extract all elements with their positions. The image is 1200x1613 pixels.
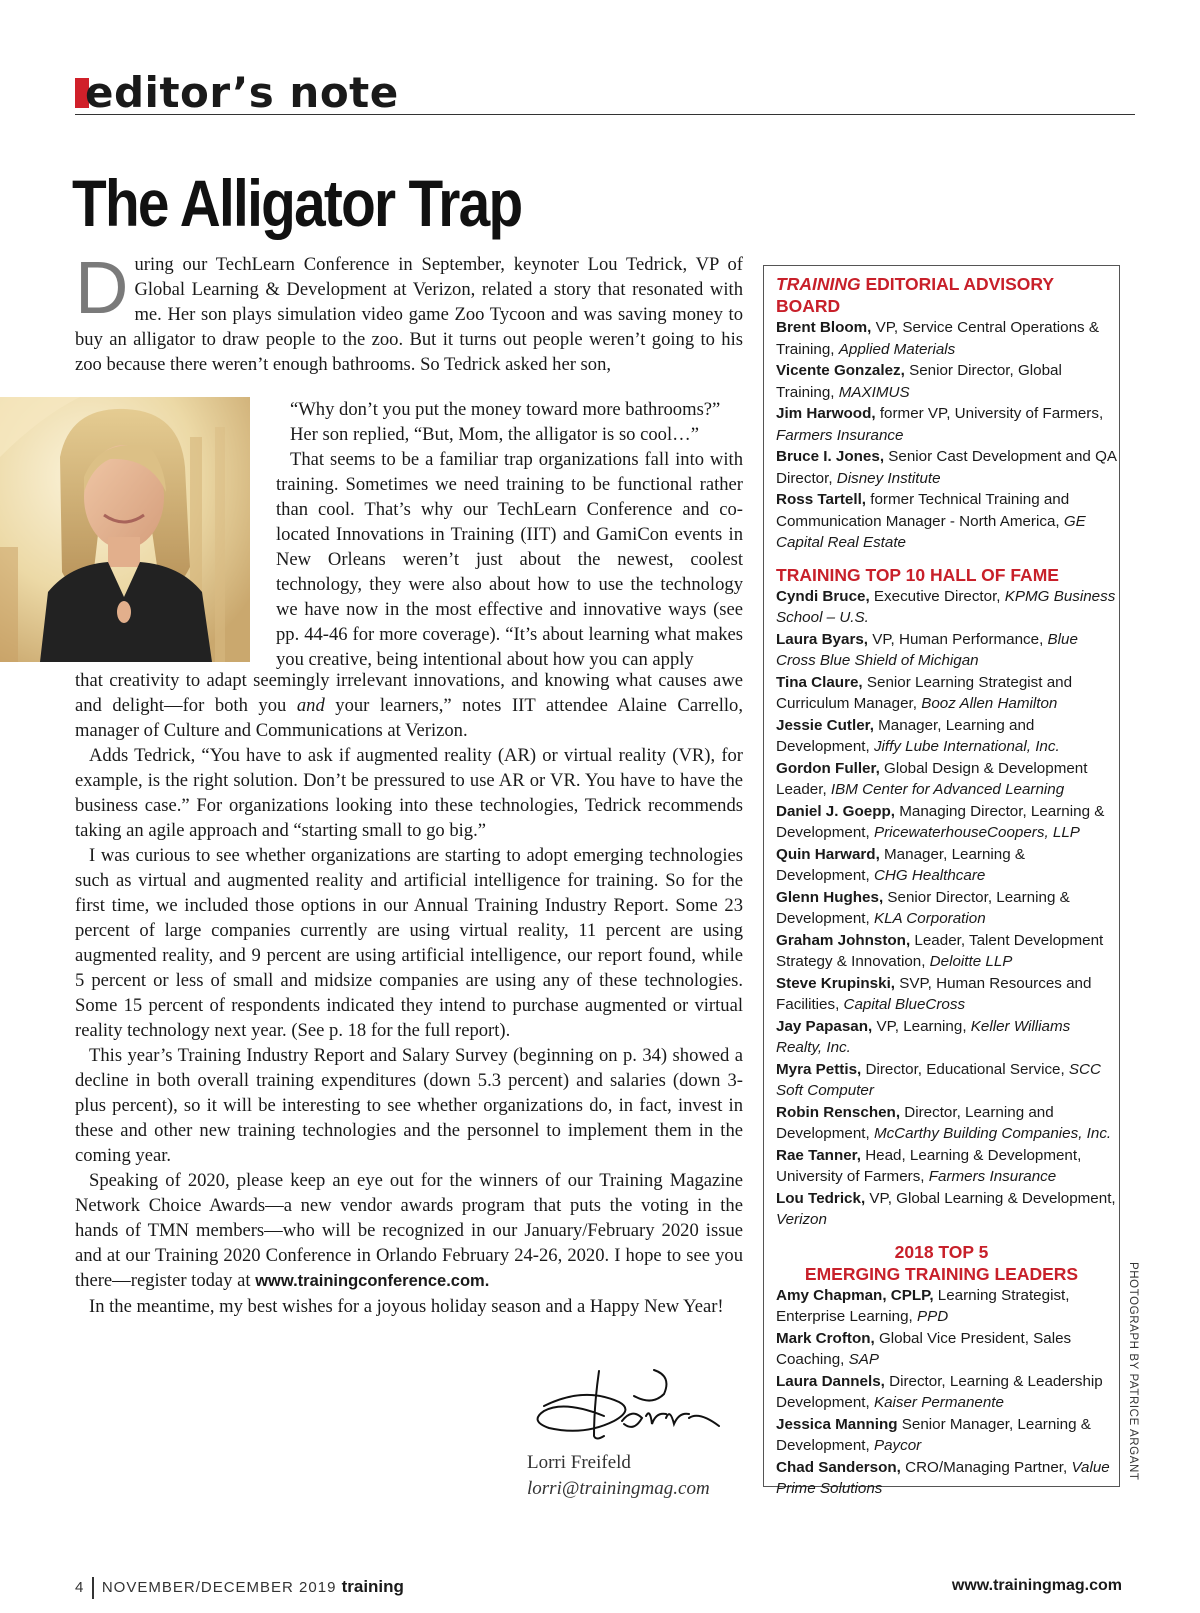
person-title: VP, Learning, — [872, 1017, 971, 1035]
continuation-emphasis: and — [296, 695, 325, 716]
person-title: former Technical Training and Communication Manager - North America, — [776, 491, 1070, 530]
person-organization: Applied Materials — [838, 340, 956, 358]
person-name: Ross Tartell, — [776, 491, 867, 508]
sidebar-entry — [776, 1145, 1119, 1188]
person-name: Daniel J. Goepp, — [776, 802, 895, 820]
emerging-leaders-heading — [776, 1241, 1119, 1285]
person-name: Quin Harward, — [776, 845, 880, 863]
person-name: Rae Tanner, — [776, 1146, 861, 1164]
sidebar-entry — [776, 801, 1119, 844]
person-organization: IBM Center for Advanced Learning — [830, 781, 1065, 798]
conference-link[interactable]: www.trainingconference.com. — [255, 1272, 490, 1290]
person-organization: Value Prime Solutions — [776, 1458, 1110, 1497]
sidebar-entry — [776, 672, 1119, 715]
continuation-text: your learners,” notes IIT attendee Alaine Carrello, manager of Culture and Communications at Verizon. — [75, 695, 743, 741]
article-paragraph: In the meantime, my best wishes for a joyous holiday season and a Happy New Year! — [89, 1296, 724, 1317]
emerging-leaders-list — [776, 1285, 1119, 1500]
person-name: Brent Bloom, — [776, 319, 872, 336]
person-name: Jessica Manning — [776, 1415, 898, 1433]
section-header — [75, 70, 1135, 115]
intro-text: uring our TechLearn Conference in September, keynoter Lou Tedrick, VP of Global Learning & Development at Verizon, related a story that resonated with me. Her son plays simulation video game Zoo Tycoon and was saving money to buy an alligator to draw people to the zoo. But it turns out people weren’t going to his zoo because there weren’t enough bathrooms. So Tedrick asked her son, — [75, 254, 743, 375]
article-paragraph-continuation — [75, 668, 743, 743]
person-name: Chad Sanderson, — [776, 1458, 901, 1476]
sidebar-entry — [776, 1328, 1119, 1371]
sidebar-entry — [776, 930, 1119, 973]
person-title: Director, Learning & Leadership Development, — [776, 1372, 1103, 1411]
person-name: Jessie Cutler, — [776, 716, 874, 734]
footer-divider — [92, 1577, 94, 1599]
person-title: Executive Director, — [869, 587, 1005, 605]
person-title: CRO/Managing Partner, — [900, 1458, 1072, 1476]
sidebar-entry — [776, 446, 1119, 489]
heading-rest: EDITORIAL ADVISORY BOARD — [776, 274, 1054, 316]
sidebar-entry — [776, 1457, 1119, 1500]
author-name: Lorri Freifeld — [527, 1452, 631, 1473]
issue-date: NOVEMBER/DECEMBER 2019 — [101, 1579, 337, 1596]
sidebar-entry — [776, 1414, 1119, 1457]
heading-line: 2018 TOP 5 — [894, 1241, 989, 1262]
person-title: Senior Manager, Learning & Development, — [776, 1415, 1091, 1454]
photo-credit-text: PHOTOGRAPH BY PATRICE ARGANT — [1127, 1262, 1139, 1481]
person-organization: Blue Cross Blue Shield of Michigan — [776, 630, 1078, 669]
person-title: VP, Service Central Operations & Training, — [776, 319, 1099, 358]
person-name: Cyndi Bruce, — [776, 587, 870, 605]
article-paragraph: This year’s Training Industry Report and Salary Survey (beginning on p. 34) showed a decline in both overall training expenditures (down 5.3 percent) and salaries (down 3-plus percent), so it will be interesting to see whether organizations do, in fact, invest in these and other new training technologies and the personnel to implement them in the coming year. — [75, 1045, 743, 1166]
person-organization: McCarthy Building Companies, Inc. — [873, 1125, 1112, 1142]
person-title: Senior Director, Global Training, — [776, 362, 1062, 401]
person-organization: Kaiser Permanente — [873, 1394, 1004, 1411]
person-title: Learning Strategist, Enterprise Learning, — [776, 1286, 1070, 1325]
article-paragraph: Adds Tedrick, “You have to ask if augmented reality (AR) or virtual reality (VR), for example, is the right solution. Don’t be pressured to use AR or VR. You have to have the business case.” For organizations looking into these technologies, Tedrick recommends taking an agile approach and “starting small to go big.” — [75, 745, 743, 841]
page-number: 4 — [75, 1579, 85, 1596]
sidebar-entry — [776, 317, 1119, 360]
person-title: former VP, University of Farmers, — [875, 405, 1104, 422]
person-name: Bruce I. Jones, — [776, 448, 885, 465]
person-organization: CHG Healthcare — [873, 867, 986, 884]
heading-italic: TRAINING — [776, 274, 861, 294]
author-email[interactable]: lorri@trainingmag.com — [527, 1478, 710, 1499]
person-title: Global Vice President, Sales Coaching, — [776, 1329, 1072, 1368]
editorial-board-list — [776, 317, 1119, 554]
person-title: Head, Learning & Development, University of Farmers, — [776, 1146, 1082, 1185]
person-organization: Keller Williams Realty, Inc. — [776, 1017, 1071, 1056]
article-paragraph: I was curious to see whether organizations are starting to adopt emerging technologies such as virtual and augmented reality and artificial intelligence for training. So for the first time, we included those options in our Annual Training Industry Report. Some 23 percent of large companies currently are using virtual reality, 11 percent are using augmented reality, and 9 percent are using artificial intelligence, our report found, while 5 percent or less of small and midsize companies are using any of these technologies. Some 15 percent of respondents indicated they intend to purchase augmented or virtual reality technology next year. (See p. 18 for the full report). — [75, 845, 743, 1041]
person-organization: Disney Institute — [836, 469, 941, 487]
drop-cap: D — [75, 246, 129, 329]
person-organization: Deloitte LLP — [929, 953, 1013, 970]
sidebar-entry — [776, 1188, 1119, 1231]
person-name: Gordon Fuller, — [776, 759, 880, 777]
person-organization: Booz Allen Hamilton — [921, 695, 1058, 712]
person-name: Steve Krupinski, — [776, 974, 896, 992]
person-organization: GE Capital Real Estate — [776, 512, 1086, 551]
section-label: editor’s note — [85, 68, 399, 117]
person-title: Leader, Talent Development Strategy & Innovation, — [776, 931, 1104, 970]
footer-url[interactable]: www.trainingmag.com — [951, 1577, 1122, 1594]
person-organization: SAP — [848, 1351, 879, 1368]
person-name: Jay Papasan, — [776, 1017, 873, 1035]
person-organization: MAXIMUS — [838, 383, 910, 401]
person-organization: KLA Corporation — [873, 910, 986, 927]
person-title: SVP, Human Resources and Facilities, — [776, 974, 1092, 1013]
photo-credit — [1122, 1262, 1144, 1490]
person-organization: Verizon — [776, 1211, 827, 1228]
heading-line: EMERGING TRAINING LEADERS — [804, 1263, 1079, 1284]
person-name: Lou Tedrick, — [776, 1189, 866, 1207]
sidebar-entry — [776, 1285, 1119, 1328]
article-paragraph: “Why don’t you put the money toward more bathrooms?” — [290, 399, 721, 420]
person-organization: PricewaterhouseCoopers, LLP — [873, 824, 1080, 841]
sidebar-entry — [776, 758, 1119, 801]
sidebar-entry — [776, 715, 1119, 758]
hall-of-fame-heading: TRAINING TOP 10 HALL OF FAME — [776, 564, 1059, 585]
person-title: Manager, Learning and Development, — [776, 716, 1035, 755]
person-title: Director, Learning and Development, — [776, 1103, 1054, 1142]
person-organization: Jiffy Lube International, Inc. — [873, 738, 1060, 755]
person-name: Amy Chapman, CPLP, — [776, 1286, 934, 1304]
closing-text: Speaking of 2020, please keep an eye out for the winners of our Training Magazine Network Choice Awards—a new vendor awards program that puts the voting in the hands of TMN members—who will be recognized in our January/February 2020 issue and at our Training 2020 Conference in Orlando February 24-26, 2020. I hope to see you there—register today at — [75, 1170, 743, 1291]
article-main-column — [75, 668, 743, 1319]
person-title: Senior Cast Development and QA Director, — [776, 448, 1117, 487]
magazine-name: training — [341, 1577, 404, 1596]
person-name: Graham Johnston, — [776, 931, 911, 949]
person-name: Laura Byars, — [776, 630, 869, 648]
sidebar-entry — [776, 360, 1119, 403]
person-organization: SCC Soft Computer — [776, 1060, 1101, 1099]
person-name: Tina Claure, — [776, 673, 863, 691]
sidebar-entry — [776, 403, 1119, 446]
person-organization: Capital BlueCross — [843, 996, 966, 1013]
person-name: Glenn Hughes, — [776, 888, 884, 906]
article-paragraph — [75, 1168, 743, 1294]
person-organization: Farmers Insurance — [928, 1168, 1057, 1185]
footer-issue-info — [75, 1577, 404, 1599]
handwritten-signature — [524, 1366, 724, 1448]
person-title: Director, Educational Service, — [861, 1060, 1069, 1078]
person-title: Senior Director, Learning & Development, — [776, 888, 1070, 927]
sidebar-entry — [776, 844, 1119, 887]
sidebar-entry — [776, 586, 1119, 629]
person-name: Vicente Gonzalez, — [776, 362, 905, 379]
sidebar-entry — [776, 1059, 1119, 1102]
article-intro — [75, 246, 743, 377]
person-name: Jim Harwood, — [776, 405, 876, 422]
person-organization: Paycor — [873, 1437, 922, 1454]
sidebar-entry — [776, 489, 1119, 554]
article-wrap-column — [276, 397, 743, 672]
author-portrait-photo — [0, 397, 250, 662]
person-title: VP, Global Learning & Development, — [865, 1189, 1116, 1207]
hall-of-fame-list — [776, 586, 1119, 1231]
article-title: The Alligator Trap — [72, 166, 522, 240]
person-name: Laura Dannels, — [776, 1372, 885, 1390]
sidebar-entry — [776, 887, 1119, 930]
article-paragraph: That seems to be a familiar trap organizations fall into with training. Sometimes we need training to be functional rather than cool. That’s why our TechLearn Conference and co-located Innovations in Training (IIT) and GamiCon events in New Orleans weren’t just about the newest, coolest technology, they were also about how to use the technology we have now in the most effective and innovative ways (see pp. 44-46 for more coverage). “It’s about learning what makes you creative, being intentional about how you can apply — [276, 449, 743, 670]
person-title: VP, Human Performance, — [868, 630, 1048, 648]
continuation-text: that creativity to adapt seemingly irrelevant innovations, and knowing what causes awe and delight—for both you — [75, 670, 743, 716]
person-title: Manager, Learning & Development, — [776, 845, 1026, 884]
sidebar-entry — [776, 973, 1119, 1016]
sidebar-entry — [776, 629, 1119, 672]
article-paragraph: Her son replied, “But, Mom, the alligator is so cool…” — [290, 424, 699, 445]
sidebar-entry — [776, 1371, 1119, 1414]
advisory-board-sidebar — [763, 265, 1120, 1497]
person-name: Myra Pettis, — [776, 1060, 862, 1078]
sidebar-entry — [776, 1102, 1119, 1145]
person-organization: KPMG Business School – U.S. — [776, 587, 1116, 626]
person-organization: Farmers Insurance — [776, 426, 904, 444]
sidebar-entry — [776, 1016, 1119, 1059]
person-organization: PPD — [917, 1308, 949, 1325]
person-name: Mark Crofton, — [776, 1329, 875, 1347]
person-name: Robin Renschen, — [776, 1103, 901, 1121]
person-title: Managing Director, Learning & Development, — [776, 802, 1105, 841]
person-title: Global Design & Development Leader, — [776, 759, 1088, 798]
person-title: Senior Learning Strategist and Curriculum Manager, — [776, 673, 1073, 712]
editorial-board-heading — [776, 273, 1119, 317]
